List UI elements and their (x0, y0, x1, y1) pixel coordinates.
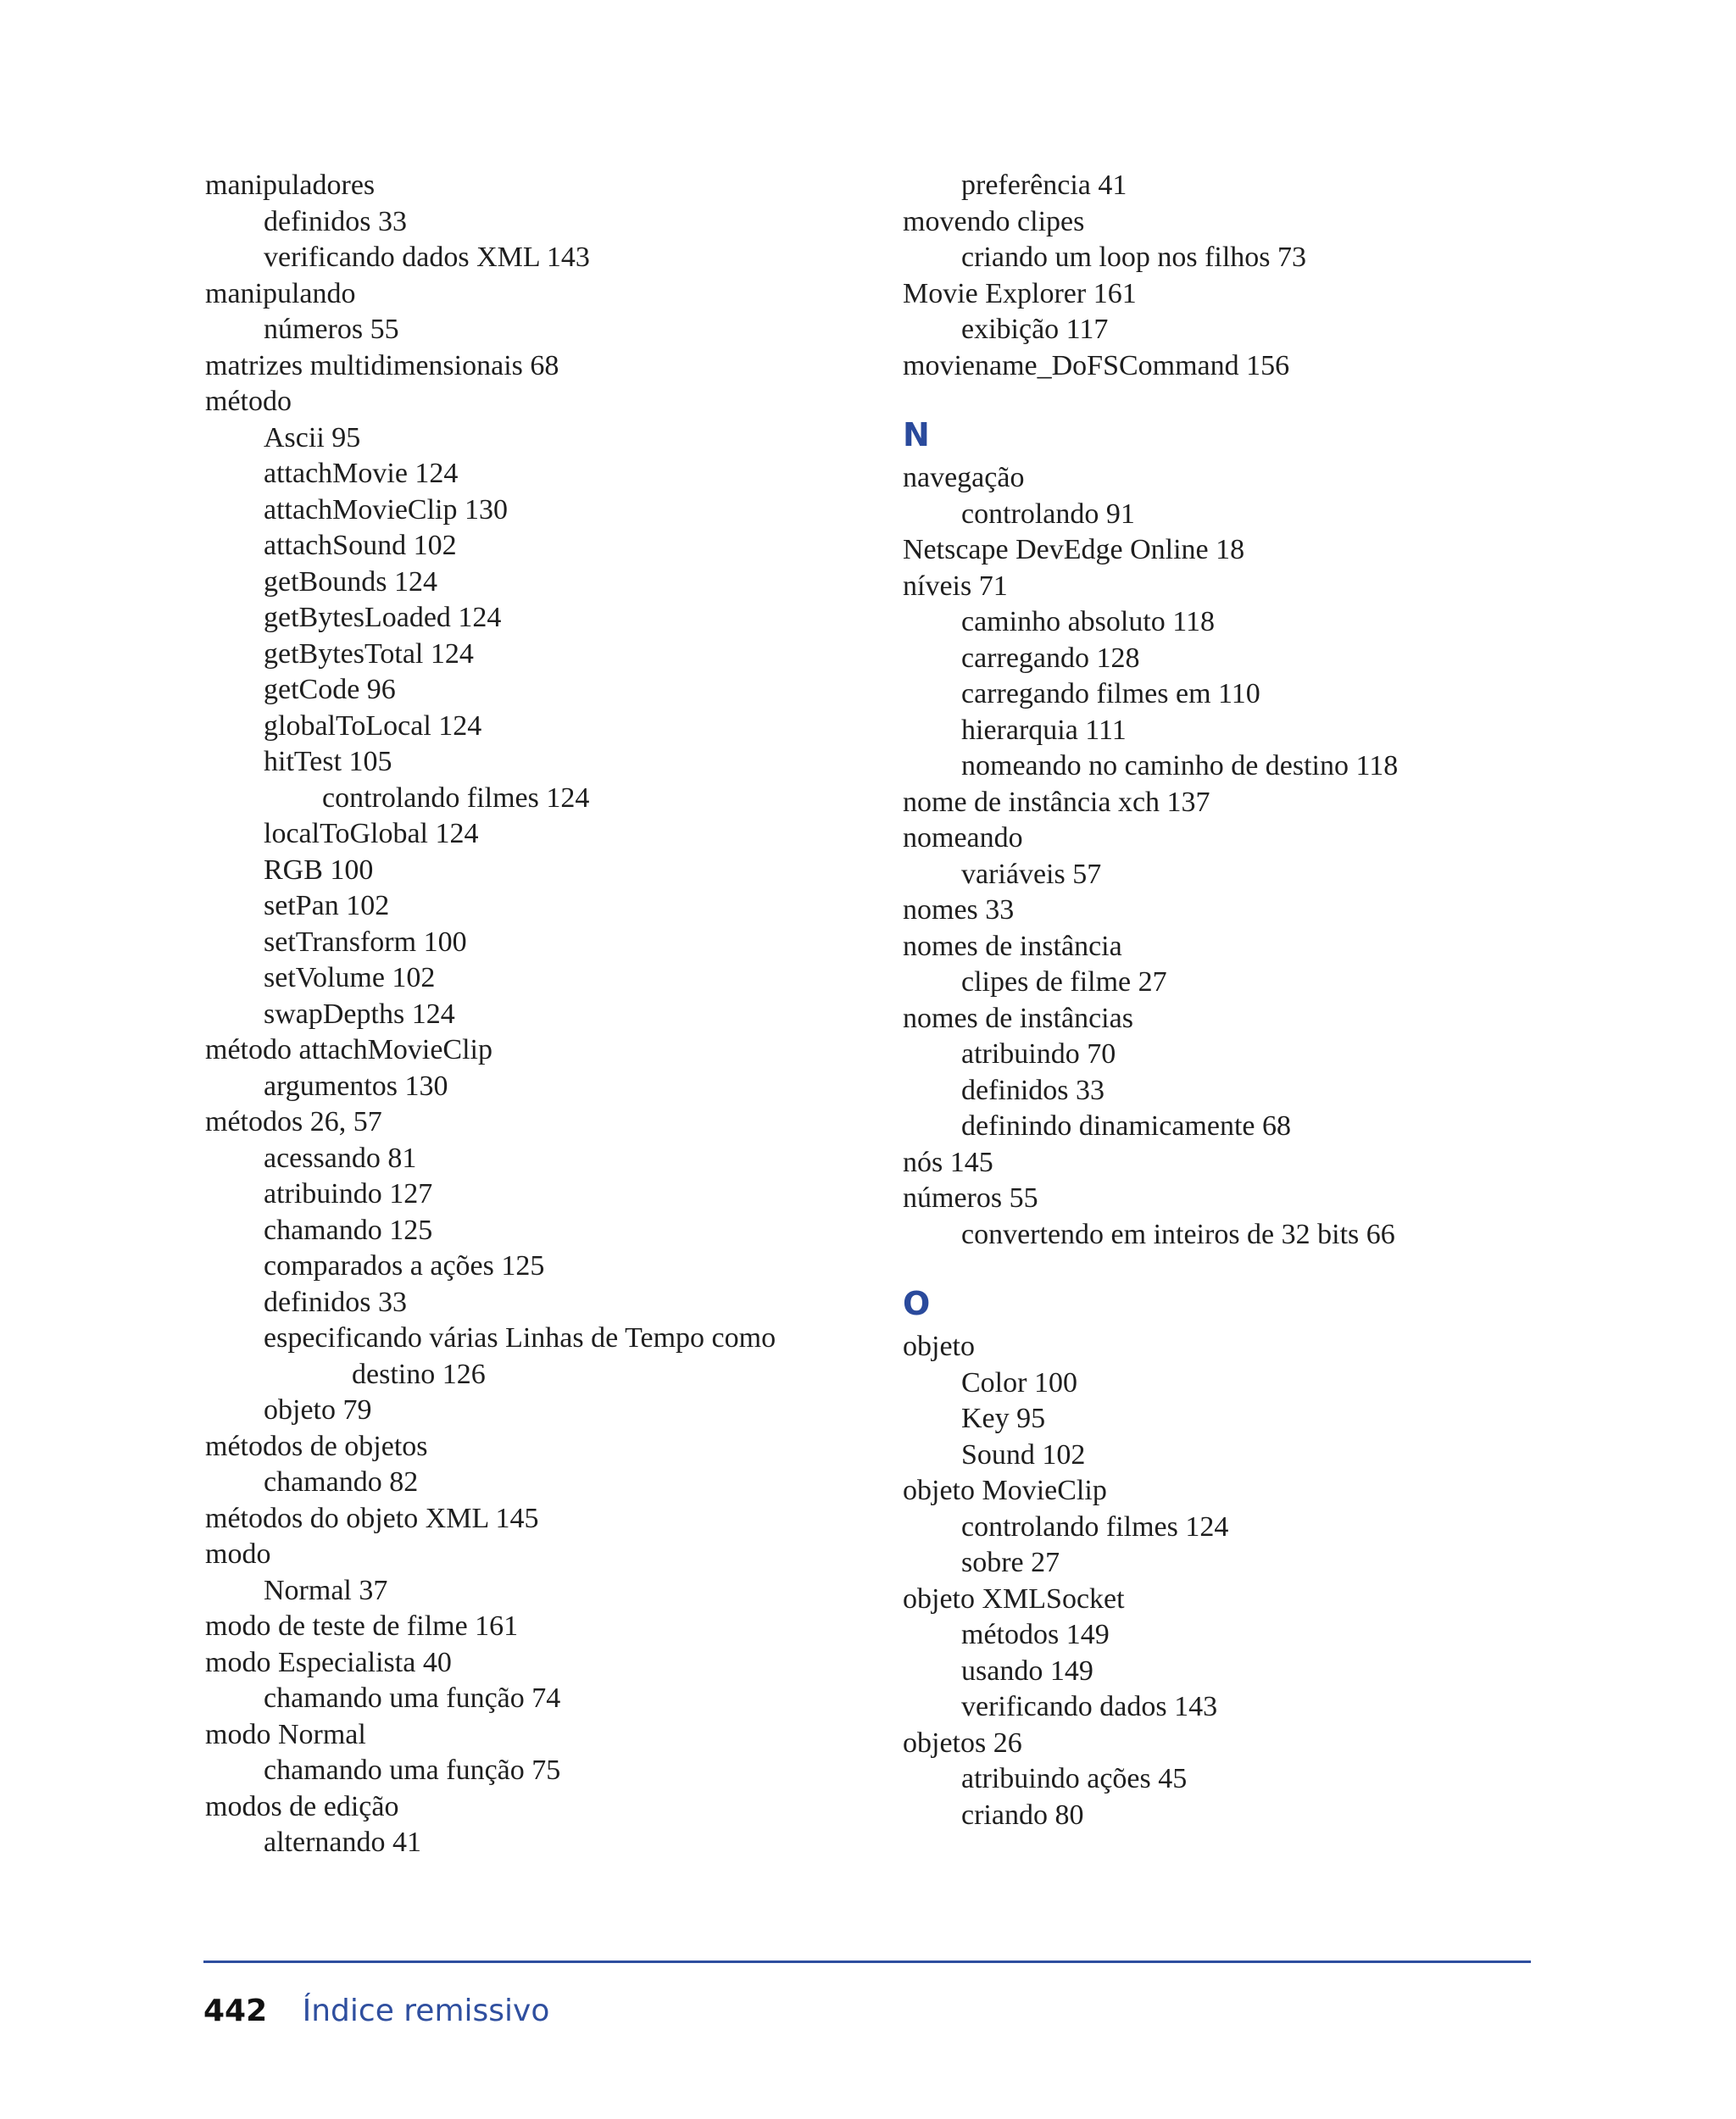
index-entry: Key 95 (961, 1403, 1046, 1434)
index-entry: getBounds 124 (264, 565, 437, 598)
index-entry: attachSound 102 (264, 530, 457, 561)
index-entry: objeto MovieClip (903, 1475, 1107, 1506)
index-entry: swapDepths 124 (264, 998, 455, 1030)
index-entry: exibição 117 (961, 314, 1109, 345)
page-footer (203, 1990, 549, 2033)
index-entry: objetos 26 (903, 1727, 1022, 1759)
index-entry: manipulando (205, 277, 356, 309)
index-entry: sobre 27 (961, 1547, 1060, 1578)
index-entry: carregando filmes em 110 (961, 678, 1260, 709)
index-entry: Sound 102 (961, 1438, 1086, 1471)
index-entry: navegação (903, 462, 1025, 493)
index-entry: carregando 128 (961, 642, 1140, 674)
index-column-right (903, 168, 1581, 1833)
index-entry: definidos 33 (264, 1286, 408, 1318)
index-entry: atribuindo ações 45 (961, 1763, 1188, 1794)
index-entry: hitTest 105 (264, 746, 392, 777)
index-entry: nome de instância xch 137 (903, 786, 1210, 818)
index-entry: clipes de filme 27 (961, 966, 1167, 998)
index-entry: verificando dados 143 (961, 1691, 1218, 1722)
index-entry: modos de edição (205, 1790, 399, 1822)
index-entry: comparados a ações 125 (264, 1250, 545, 1282)
index-entry: criando um loop nos filhos 73 (961, 242, 1307, 273)
index-entry: nomeando (903, 822, 1023, 854)
index-entry: variáveis 57 (961, 858, 1102, 890)
index-entry: chamando uma função 75 (264, 1755, 561, 1786)
index-entry: Color 100 (961, 1366, 1077, 1399)
index-entry: chamando uma função 74 (264, 1682, 561, 1714)
index-entry: convertendo em inteiros de 32 bits 66 (961, 1218, 1395, 1250)
index-entry: criando 80 (961, 1799, 1084, 1831)
index-entry: getBytesTotal 124 (264, 637, 474, 670)
index-entry: nós 145 (903, 1146, 993, 1178)
index-entry: controlando filmes 124 (961, 1510, 1229, 1543)
index-entry: setVolume 102 (264, 962, 436, 993)
index-entry: objeto (903, 1331, 975, 1362)
index-entry: métodos do objeto XML 145 (205, 1502, 539, 1534)
index-entry: método (205, 386, 292, 417)
index-entry: Ascii 95 (264, 421, 361, 453)
index-entry: modo de teste de filme 161 (205, 1610, 519, 1642)
index-entry: getCode 96 (264, 674, 396, 705)
index-entry: métodos 26, 57 (205, 1106, 382, 1137)
index-entry: chamando 125 (264, 1214, 433, 1246)
index-entry: definindo dinamicamente 68 (961, 1110, 1291, 1142)
index-entry: nomes de instância (903, 930, 1122, 962)
index-entry: modo Normal (205, 1718, 366, 1750)
index-entry: Netscape DevEdge Online 18 (903, 534, 1245, 565)
index-entry: Movie Explorer 161 (903, 277, 1137, 309)
index-entry: acessando 81 (264, 1142, 417, 1174)
index-entry: nomeando no caminho de destino 118 (961, 750, 1399, 781)
index-entry: controlando filmes 124 (322, 781, 590, 814)
index-entry: método attachMovieClip (205, 1034, 492, 1065)
index-entry: argumentos 130 (264, 1070, 448, 1102)
index-entry: atribuindo 70 (961, 1038, 1116, 1070)
index-entry: modo (205, 1538, 271, 1570)
index-entry: números 55 (903, 1182, 1038, 1214)
index-entry: níveis 71 (903, 570, 1008, 602)
index-entry: verificando dados XML 143 (264, 242, 590, 273)
index-entry: attachMovie 124 (264, 458, 459, 489)
index-entry: objeto XMLSocket (903, 1582, 1125, 1615)
index-entry: preferência 41 (961, 170, 1127, 201)
index-entry: manipuladores (205, 170, 376, 201)
index-entry: chamando 82 (264, 1466, 419, 1498)
index-entry: RGB 100 (264, 854, 374, 886)
index-entry: especificando várias Linhas de Tempo como (264, 1322, 776, 1354)
index-entry: métodos 149 (961, 1619, 1110, 1650)
index-entry: alternando 41 (264, 1827, 421, 1858)
index-entry: números 55 (264, 314, 399, 345)
index-entry: nomes 33 (903, 894, 1015, 926)
index-entry: globalToLocal 124 (264, 709, 482, 742)
index-letter-heading: N (903, 416, 930, 453)
index-entry: movendo clipes (903, 205, 1085, 237)
index-entry: métodos de objetos (205, 1430, 428, 1462)
index-entry: hierarquia 111 (961, 714, 1127, 746)
index-entry: localToGlobal 124 (264, 818, 479, 849)
index-entry: Normal 37 (264, 1574, 388, 1606)
index-entry: getBytesLoaded 124 (264, 602, 502, 633)
index-entry: definidos 33 (961, 1074, 1105, 1106)
index-entry: matrizes multidimensionais 68 (205, 349, 559, 381)
index-entry: nomes de instâncias (903, 1002, 1133, 1034)
index-entry: objeto 79 (264, 1394, 372, 1426)
section-title: Índice remissivo (302, 1994, 550, 2028)
page-number: 442 (203, 1994, 268, 2028)
index-entry: setTransform 100 (264, 926, 467, 958)
index-entry: setPan 102 (264, 890, 390, 921)
index-entry: usando 149 (961, 1655, 1093, 1687)
index-column-left (205, 168, 883, 1861)
index-letter-heading: O (903, 1285, 931, 1322)
index-entry: attachMovieClip 130 (264, 493, 509, 526)
footer-divider (203, 1960, 1531, 1963)
index-entry: controlando 91 (961, 498, 1135, 530)
index-entry: destino 126 (352, 1358, 486, 1390)
index-entry: moviename_DoFSCommand 156 (903, 349, 1290, 381)
index-entry: definidos 33 (264, 205, 408, 237)
index-entry: caminho absoluto 118 (961, 606, 1216, 637)
index-entry: modo Especialista 40 (205, 1646, 452, 1678)
index-entry: atribuindo 127 (264, 1178, 433, 1210)
